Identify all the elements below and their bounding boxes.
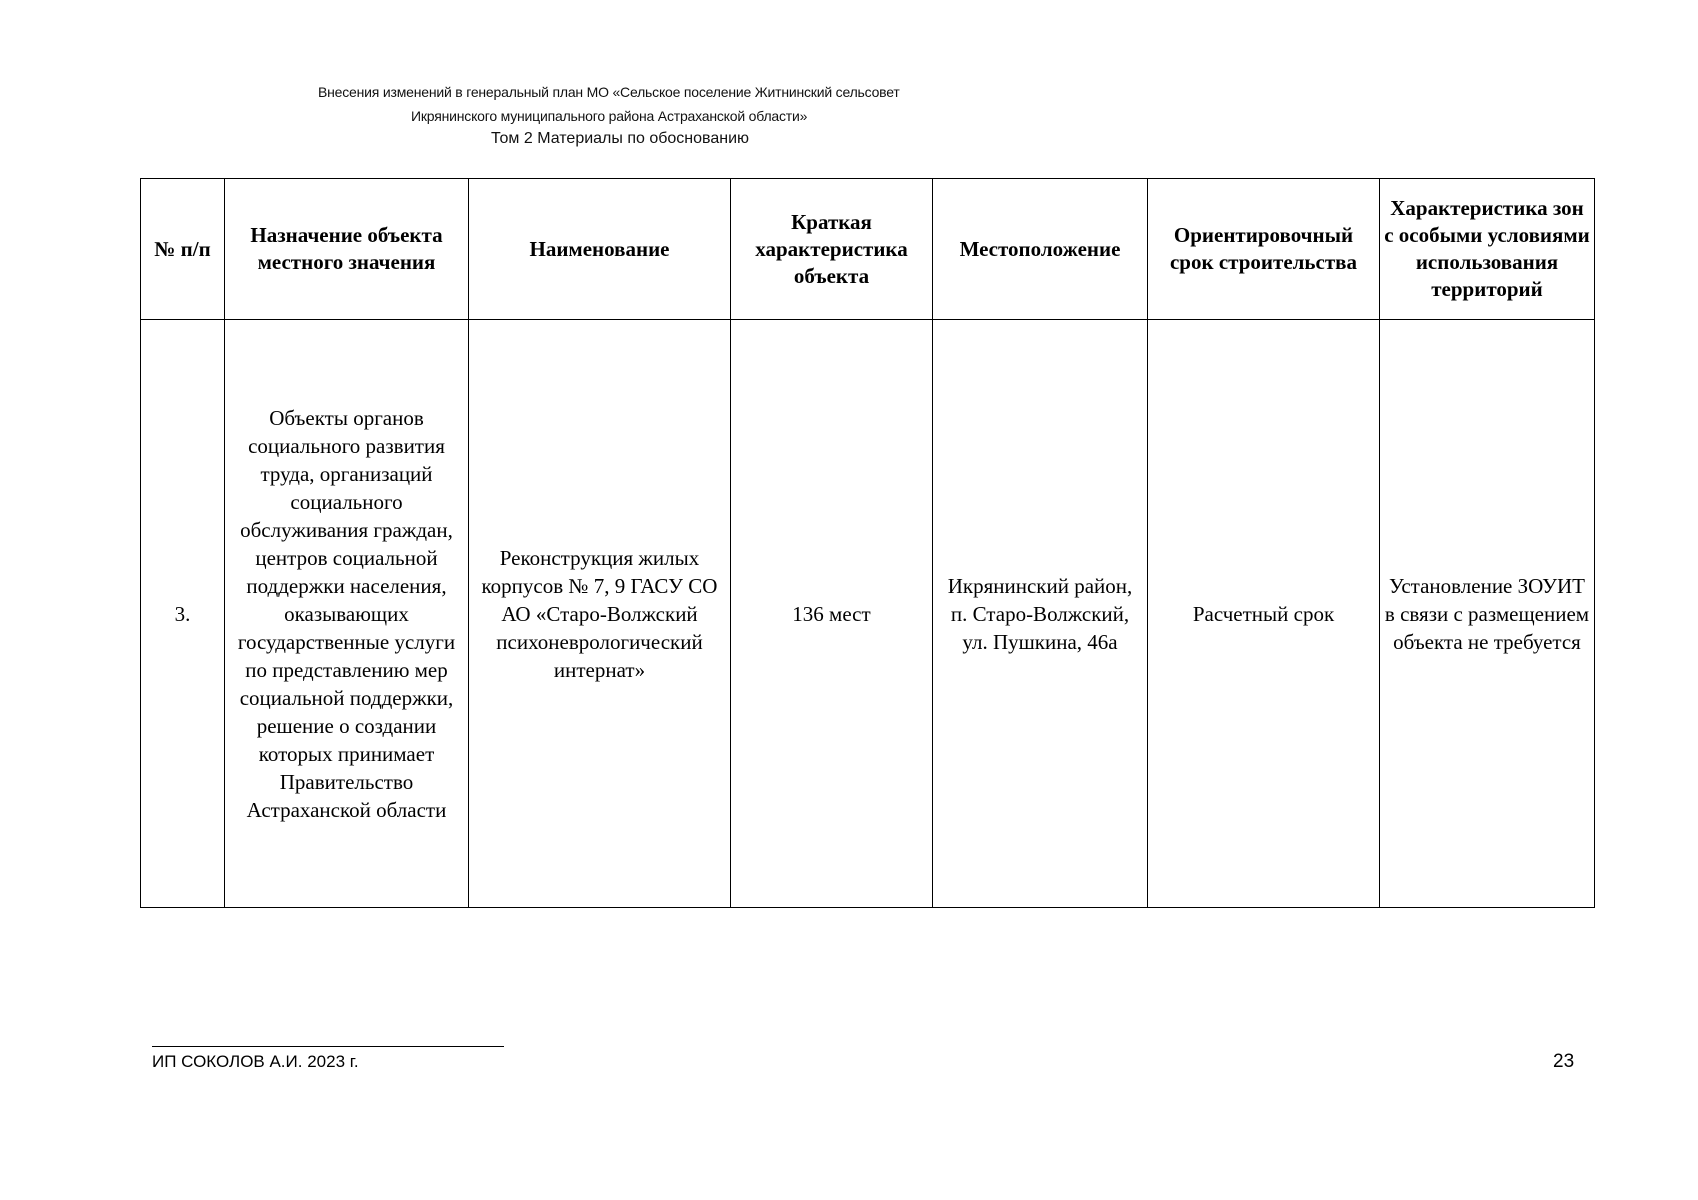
table-row xyxy=(141,320,1595,908)
header-line-1: Внесения изменений в генеральный план МО «Сельское поселение Житнинский сельсовет xyxy=(318,84,900,100)
cell-location: Икрянинский район, п. Старо-Волжский, ул. Пушкина, 46а xyxy=(933,320,1148,908)
column-header-name: Наименование xyxy=(469,179,731,320)
column-header-purpose: Назначение объекта местного значения xyxy=(225,179,469,320)
column-header-zones: Характеристика зон с особыми условиями использования территорий xyxy=(1380,179,1595,320)
cell-brief: 136 мест xyxy=(731,320,933,908)
column-header-brief: Краткая характеристика объекта xyxy=(731,179,933,320)
header-line-3: Том 2 Материалы по обоснованию xyxy=(491,130,750,147)
cell-term: Расчетный срок xyxy=(1148,320,1380,908)
column-header-number: № п/п xyxy=(141,179,225,320)
cell-name: Реконструкция жилых корпусов № 7, 9 ГАСУ СО АО «Старо-Волжский психоневрологический интернат» xyxy=(469,320,731,908)
cell-purpose: Объекты органов социального развития труда, организаций социального обслуживания граждан, центров социальной поддержки населения, оказывающих государственные услуги по представлению мер социальной поддержки, решение о создании которых принимает Правительство Астраханской области xyxy=(225,320,469,908)
header-line-2: Икрянинского муниципального района Астраханской области» xyxy=(411,108,808,124)
table-header-row xyxy=(141,179,1595,320)
footer-divider xyxy=(152,1046,504,1047)
cell-zones: Установление ЗОУИТ в связи с размещением объекта не требуется xyxy=(1380,320,1595,908)
column-header-term: Ориентировочный срок строительства xyxy=(1148,179,1380,320)
objects-table xyxy=(140,178,1595,908)
page-number: 23 xyxy=(1553,1051,1575,1072)
cell-number: 3. xyxy=(141,320,225,908)
column-header-location: Местоположение xyxy=(933,179,1148,320)
footer-author: ИП СОКОЛОВ А.И. 2023 г. xyxy=(152,1052,359,1071)
